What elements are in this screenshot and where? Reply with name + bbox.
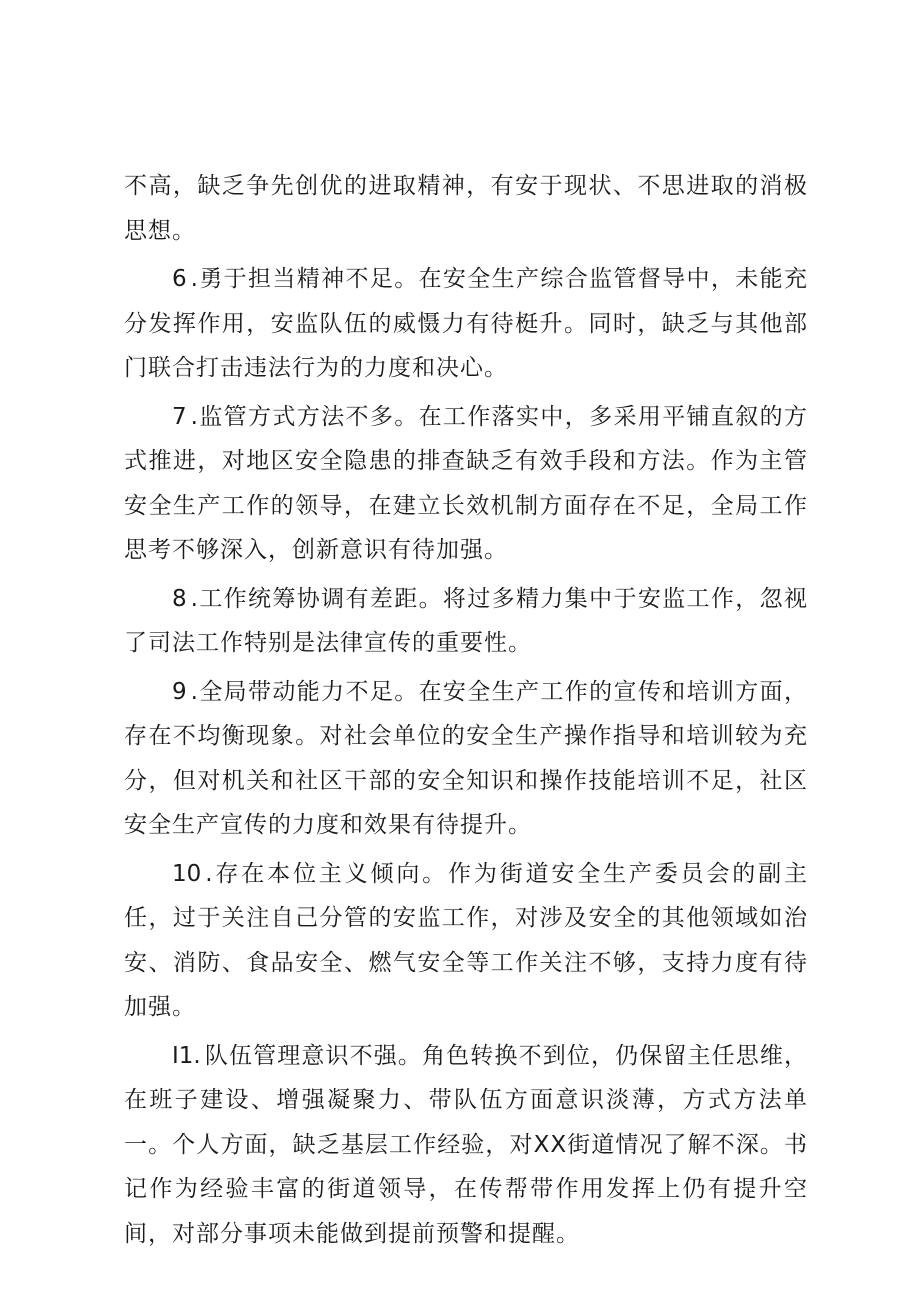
paragraph-item-6 [124,257,808,391]
paragraph-item-8 [124,577,808,666]
paragraph-text: 不高，缺乏争先创优的进取精神，有安于现状、不思进取的消极思想。 [124,173,808,244]
document-body [124,164,808,1260]
item-number: I1. [172,1042,201,1069]
paragraph-text: .监管方式方法不多。在工作落实中，多采用平铺直叙的方式推进，对地区安全隐患的排查缺乏有效手段和方法。作为主管安全生产工作的领导，在建立长效机制方面存在不足，全局工作思考不够深入，创新意识有待加强。 [124,403,808,563]
item-number: 6 [172,266,187,292]
item-number: 7 [172,403,187,430]
paragraph-text: .存在本位主义倾向。作为街道安全生产委员会的副主任，过于关注自己分管的安监工作，对涉及安全的其他领域如治安、消防、食品安全、燃气安全等工作关注不够，支持力度有待加强。 [124,860,808,1020]
paragraph-item-11 [124,1034,808,1257]
item-number: 9 [172,678,187,705]
paragraph-text: .全局带动能力不足。在安全生产工作的宣传和培训方面，存在不均衡现象。对社会单位的安全生产操作指导和培训较为充分，但对机关和社区干部的安全知识和操作技能培训不足，社区安全生产宣传的力度和效果有待提升。 [124,678,808,838]
item-number: 10 [172,860,202,887]
paragraph-text: .勇于担当精神不足。在安全生产综合监管督导中，未能充分发挥作用，安监队伍的威慑力有待梃升。同时，缺乏与其他部门联合打击违法行为的力度和决心。 [124,266,808,381]
paragraph-text: 队伍管理意识不强。角色转换不到位，仍保留主任思维，在班子建设、增强凝聚力、带队伍方面意识淡薄，方式方法单一。个人方面，缺乏基层工作经验，对XX街道情况了解不深。书记作为经验丰富的街道领导，在传帮带作用发挥上仍有提升空间，对部分事项未能做到提前预警和提醒。 [124,1042,808,1247]
paragraph-continuation [124,164,808,253]
paragraph-item-10 [124,852,808,1030]
item-number: 8 [172,585,187,612]
paragraph-text: .工作统筹协调有差距。将过多精力集中于安监工作，忽视了司法工作特别是法律宣传的重要性。 [124,585,808,656]
paragraph-item-9 [124,670,808,848]
paragraph-item-7 [124,395,808,573]
